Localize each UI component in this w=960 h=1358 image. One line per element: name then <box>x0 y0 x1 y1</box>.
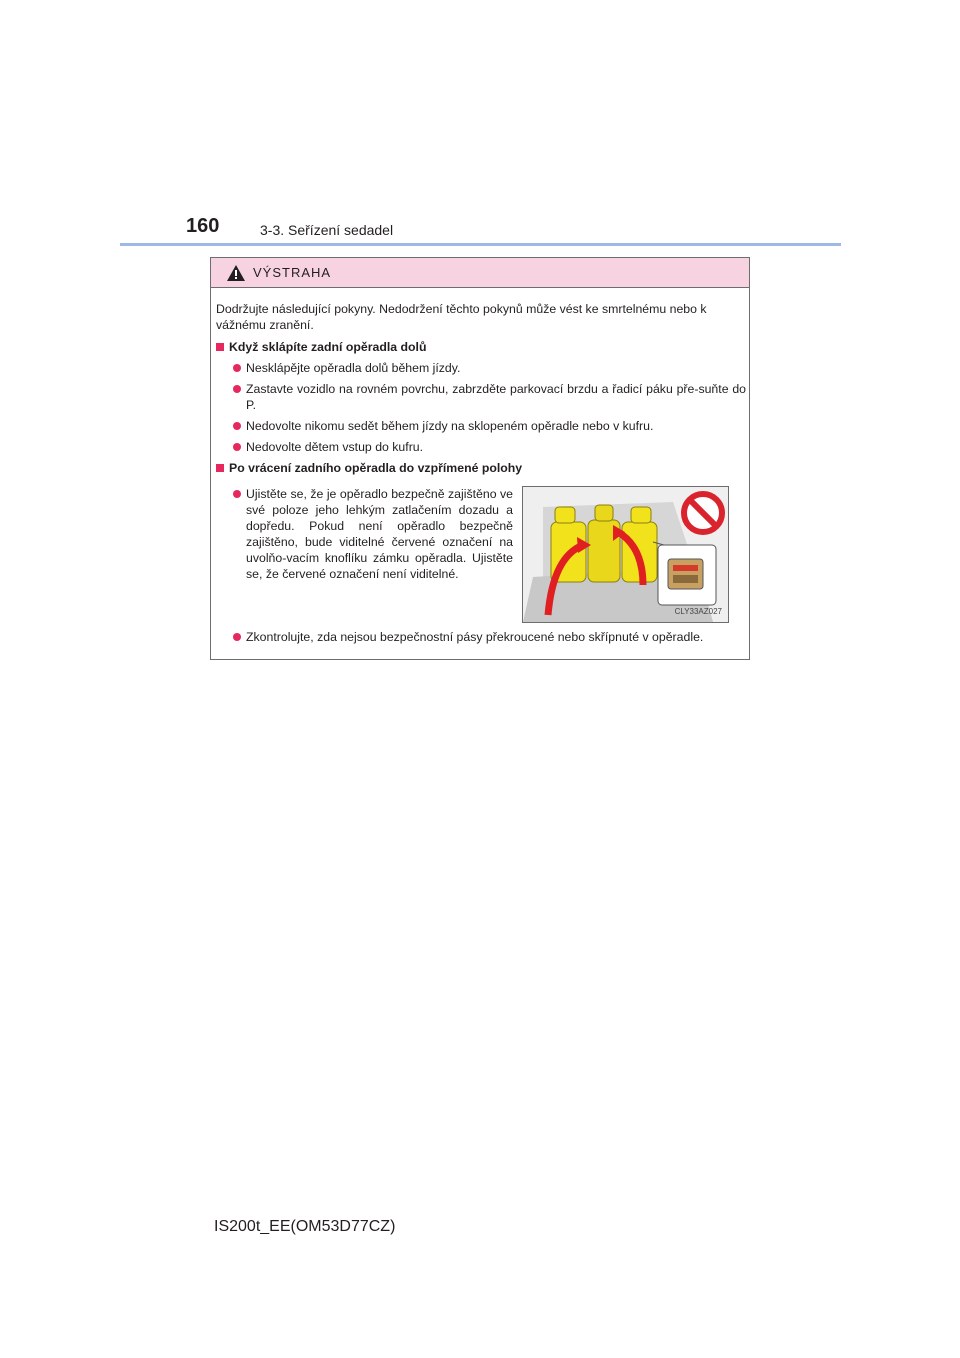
section-heading: Když sklápíte zadní opěradla dolů <box>216 339 746 355</box>
header-rule <box>120 243 841 246</box>
warning-triangle-icon <box>227 265 245 281</box>
square-bullet-icon <box>216 464 224 472</box>
list-item: Ujistěte se, že je opěradlo bezpečně zajištěno ve své poloze jeho lehkým zatlačením dozadu a dopředu. Pokud není opěradlo bezpečně zajištěno, bude viditelné červené označení na uvolňo-vacím knoflíku zámku opěradla. Ujistěte se, že červené označení není viditelné. <box>233 486 513 623</box>
round-bullet-icon <box>233 385 241 393</box>
list-item: Nedovolte dětem vstup do kufru. <box>233 439 746 455</box>
warning-intro: Dodržujte následující pokyny. Nedodržení těchto pokynů může vést ke smrtelnému nebo k vážnému zranění. <box>216 302 707 332</box>
list-item: Zastavte vozidlo na rovném povrchu, zabrzděte parkovací brzdu a řadicí páku pře-suňte do P. <box>233 381 746 413</box>
page-number: 160 <box>186 215 220 237</box>
square-bullet-icon <box>216 343 224 351</box>
rear-seat-image <box>523 487 728 622</box>
section-heading: Po vrácení zadního opěradla do vzpřímené polohy <box>216 460 746 476</box>
warning-title: VÝSTRAHA <box>253 265 332 280</box>
prohibition-icon <box>684 494 722 532</box>
list-item: Nedovolte nikomu sedět během jízdy na sklopeném opěradle nebo v kufru. <box>233 418 746 434</box>
footer-code: IS200t_EE(OM53D77CZ) <box>214 1218 396 1235</box>
round-bullet-icon <box>233 633 241 641</box>
round-bullet-icon <box>233 422 241 430</box>
figure-row <box>216 486 746 623</box>
list-item: Nesklápějte opěradla dolů během jízdy. <box>233 360 746 376</box>
figure-code: CLY33AZ027 <box>674 607 722 616</box>
list-item: Zkontrolujte, zda nejsou bezpečnostní pásy překroucené nebo skřípnuté v opěradle. <box>233 629 746 645</box>
section-title: 3-3. Seřízení sedadel <box>260 222 394 238</box>
warning-header <box>211 258 749 288</box>
warning-box <box>210 257 750 660</box>
round-bullet-icon <box>233 364 241 372</box>
seat-illustration <box>522 486 729 623</box>
warning-content <box>216 301 746 650</box>
round-bullet-icon <box>233 443 241 451</box>
round-bullet-icon <box>233 490 241 498</box>
